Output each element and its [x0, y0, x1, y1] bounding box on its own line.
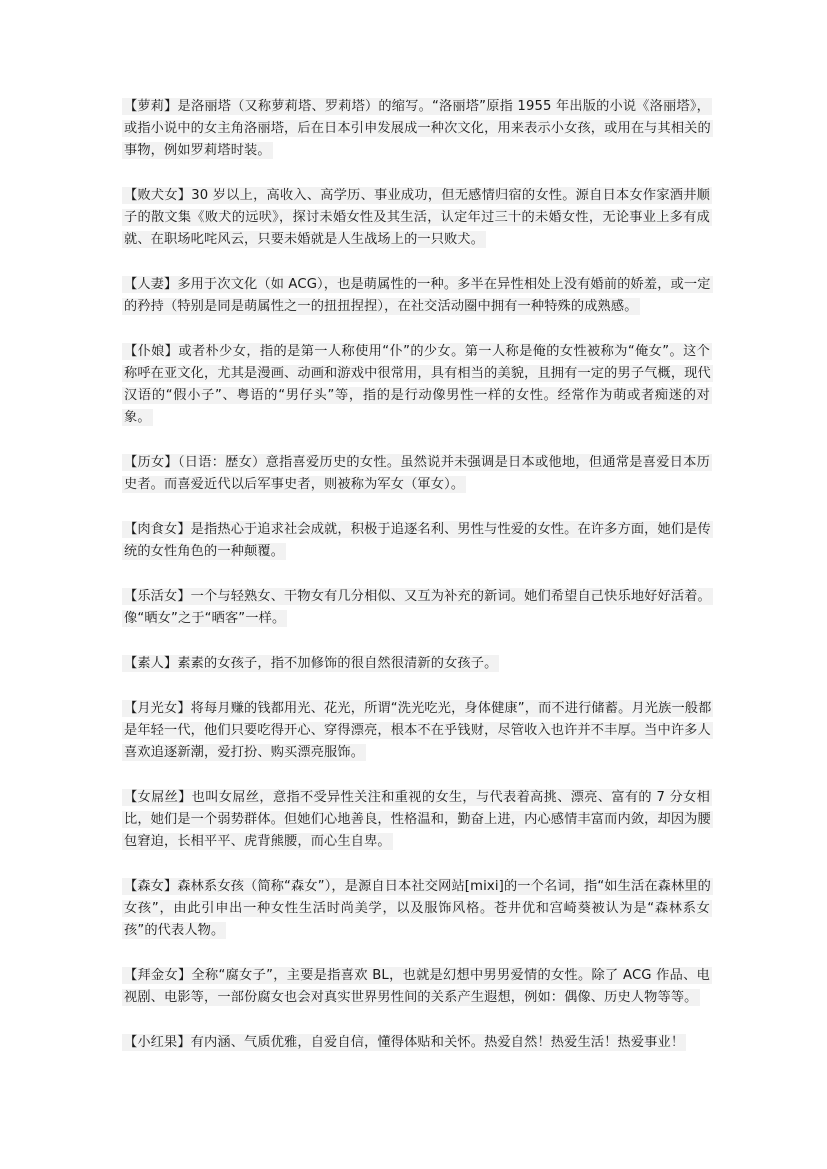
glossary-entry-nvdiaosi: [122, 787, 712, 853]
glossary-entry-suren: [122, 653, 712, 675]
glossary-entry-baiquannv: [122, 185, 712, 251]
entry-text: 【小红果】有内涵、气质优雅，自爱自信，懂得体贴和关怀。热爱自然！热爱生活！热爱事业！: [124, 1035, 685, 1050]
glossary-entry-linv: [122, 452, 712, 496]
glossary-entry-yueguangnv: [122, 698, 712, 764]
entry-text: 【仆娘】或者朴少女，指的是第一人称使用“仆”的少女。第一人称是俺的女性被称为“俺女”。这个称呼在亚文化，尤其是漫画、动画和游戏中很常用，具有相当的美貌，且拥有一定的男子气概，现代汉语的“假小子”、粤语的“男仔头”等，指的是行动像男性一样的女性。经常作为萌或者痴迷的对象。: [124, 344, 711, 425]
entry-text: 【人妻】多用于次文化（如 ACG），也是萌属性的一种。多半在异性相处上没有婚前的娇羞，或一定的矜持（特别是同是萌属性之一的扭扭捏捏），在社交活动圈中拥有一种特殊的成熟感。: [124, 277, 711, 314]
glossary-entry-roushinv: [122, 519, 712, 563]
entry-text: 【败犬女】30 岁以上，高收入、高学历、事业成功，但无感情归宿的女性。源自日本女作家酒井顺子的散文集《败犬的远吠》，探讨未婚女性及其生活，认定年过三十的未婚女性，无论事业上多有成就、在职场叱咤风云，只要未婚就是人生战场上的一只败犬。: [124, 188, 710, 247]
glossary-entry-renqi: [122, 274, 712, 318]
entry-text: 【肉食女】是指热心于追求社会成就，积极于追逐名利、男性与性爱的女性。在许多方面，她们是传统的女性角色的一种颠覆。: [124, 522, 711, 559]
glossary-entry-sennv: [122, 876, 712, 942]
entry-text: 【萝莉】是洛丽塔（又称萝莉塔、罗莉塔）的缩写。“洛丽塔”原指 1955 年出版的小说《洛丽塔》，或指小说中的女主角洛丽塔，后在日本引申发展成一种次文化，用来表示小女孩，或用在与其相关的事物，例如罗莉塔时装。: [124, 99, 711, 158]
glossary-entry-lehuonv: [122, 586, 712, 630]
glossary-entry-loli: [122, 96, 712, 162]
entry-text: 【历女】（日语：歴女）意指喜爱历史的女性。虽然说并未强调是日本或他地，但通常是喜爱日本历史者。而喜爱近代以后军事史者，则被称为军女（軍女）。: [124, 455, 710, 492]
glossary-entry-xiaohongguo: [122, 1032, 712, 1054]
entry-text: 【女屌丝】也叫女屌丝，意指不受异性关注和重视的女生，与代表着高挑、漂亮、富有的 7 分女相比，她们是一个弱势群体。但她们心地善良，性格温和，勤奋上进，内心感情丰富而内敛，却因为腰包窘迫，长相平平、虎背熊腰，而心生自卑。: [124, 790, 711, 849]
glossary-entry-puniang: [122, 341, 712, 429]
glossary-entries: [122, 96, 712, 1077]
entry-text: 【森女】森林系女孩（简称“森女”），是源自日本社交网站[mixi]的一个名词，指“如生活在森林里的女孩”，由此引申出一种女性生活时尚美学，以及服饰风格。苍井优和宫崎葵被认为是“森林系女孩”的代表人物。: [124, 879, 712, 938]
glossary-entry-baijinnv: [122, 965, 712, 1009]
entry-text: 【拜金女】全称“腐女子”，主要是指喜欢 BL，也就是幻想中男男爱情的女性。除了 ACG 作品、电视剧、电影等，一部份腐女也会对真实世界男性间的关系产生遐想，例如：偶像、历史人物等等。: [124, 968, 710, 1005]
entry-text: 【乐活女】一个与轻熟女、干物女有几分相似、又互为补充的新词。她们希望自己快乐地好好活着。像“晒女”之于“晒客”一样。: [124, 589, 711, 626]
entry-text: 【月光女】将每月赚的钱都用光、花光，所谓“洗光吃光，身体健康”，而不进行储蓄。月光族一般都是年轻一代，他们只要吃得开心、穿得漂亮，根本不在乎钱财，尽管收入也许并不丰厚。当中许多人喜欢追逐新潮，爱打扮、购买漂亮服饰。: [124, 701, 712, 760]
entry-text: 【素人】素素的女孩子，指不加修饰的很自然很清新的女孩子。: [124, 656, 498, 671]
